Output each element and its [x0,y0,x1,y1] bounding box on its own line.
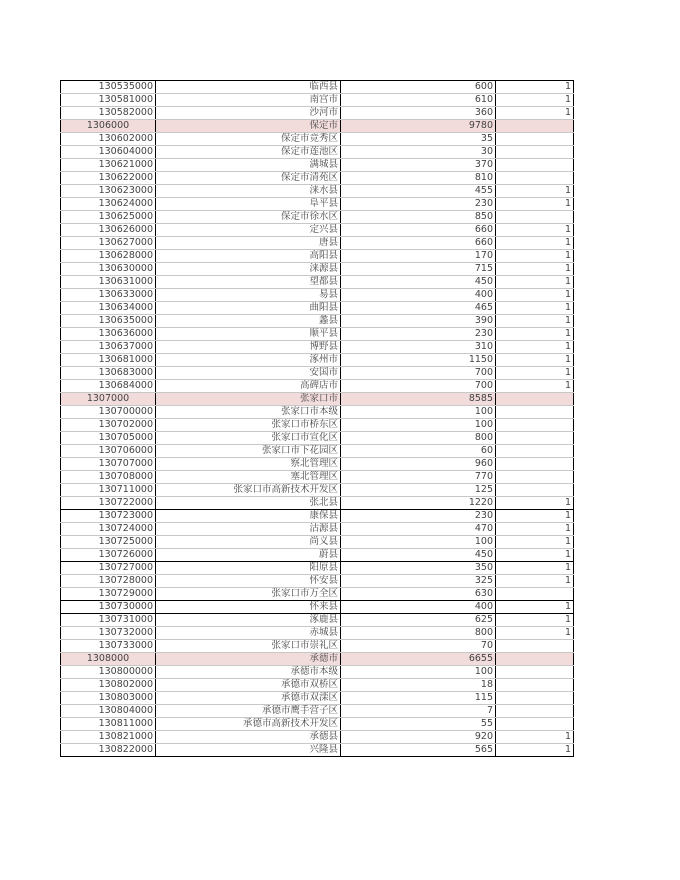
region-name-cell: 唐县 [156,237,341,250]
amount-cell: 1220 [341,497,496,510]
region-code-cell: 130708000 [61,471,156,484]
table-row [61,523,574,536]
amount-cell: 360 [341,107,496,120]
region-name-cell: 尚义县 [156,536,341,549]
flag-cell [496,419,574,432]
subtotal-row [61,653,574,666]
region-code-cell: 130729000 [61,588,156,601]
flag-cell [496,211,574,224]
flag-cell: 1 [496,250,574,263]
flag-cell [496,146,574,159]
table-row [61,172,574,185]
table-row [61,510,574,523]
region-code-cell: 130636000 [61,328,156,341]
flag-cell: 1 [496,627,574,640]
flag-cell [496,484,574,497]
region-name-cell: 张家口市万全区 [156,588,341,601]
flag-cell: 1 [496,562,574,575]
table-row [61,588,574,601]
table-row [61,198,574,211]
region-code-cell: 130821000 [61,731,156,744]
amount-cell: 35 [341,133,496,146]
flag-cell [496,458,574,471]
table-row [61,406,574,419]
region-code-cell: 130733000 [61,640,156,653]
region-name-cell: 高阳县 [156,250,341,263]
region-name-cell: 赤城县 [156,627,341,640]
region-name-cell: 满城县 [156,159,341,172]
table-row [61,679,574,692]
amount-cell: 660 [341,237,496,250]
table-row [61,237,574,250]
region-name-cell: 兴隆县 [156,744,341,757]
flag-cell: 1 [496,185,574,198]
table-row [61,81,574,94]
subtotal-row [61,120,574,133]
flag-cell: 1 [496,549,574,562]
amount-cell: 70 [341,640,496,653]
table-row [61,276,574,289]
amount-cell: 700 [341,380,496,393]
flag-cell [496,133,574,146]
amount-cell: 450 [341,276,496,289]
table-row [61,484,574,497]
region-code-cell: 130622000 [61,172,156,185]
amount-cell: 310 [341,341,496,354]
flag-cell [496,120,574,133]
region-name-cell: 承德市高新技术开发区 [156,718,341,731]
region-name-cell: 保定市莲池区 [156,146,341,159]
region-name-cell: 蠡县 [156,315,341,328]
region-code-cell: 130722000 [61,497,156,510]
region-code-cell: 130732000 [61,627,156,640]
flag-cell: 1 [496,237,574,250]
amount-cell: 350 [341,562,496,575]
region-code-cell: 130804000 [61,705,156,718]
table-row [61,666,574,679]
region-name-cell: 康保县 [156,510,341,523]
table-row [61,224,574,237]
flag-cell [496,172,574,185]
flag-cell [496,679,574,692]
region-name-cell: 涿州市 [156,354,341,367]
region-code-cell: 130728000 [61,575,156,588]
flag-cell [496,666,574,679]
flag-cell [496,653,574,666]
region-name-cell: 张家口市 [156,393,341,406]
region-name-cell: 博野县 [156,341,341,354]
region-name-cell: 承德市双桥区 [156,679,341,692]
region-name-cell: 高碑店市 [156,380,341,393]
amount-cell: 100 [341,419,496,432]
flag-cell [496,471,574,484]
amount-cell: 610 [341,94,496,107]
amount-cell: 565 [341,744,496,757]
region-code-cell: 1308000 [61,653,156,666]
region-code-cell: 130628000 [61,250,156,263]
table-row [61,94,574,107]
table-row [61,354,574,367]
amount-cell: 100 [341,536,496,549]
budget-table [60,80,574,757]
region-code-cell: 130727000 [61,562,156,575]
region-name-cell: 张家口市桥东区 [156,419,341,432]
flag-cell: 1 [496,263,574,276]
region-name-cell: 临西县 [156,81,341,94]
region-code-cell: 130637000 [61,341,156,354]
region-code-cell: 130803000 [61,692,156,705]
region-name-cell: 察北管理区 [156,458,341,471]
flag-cell: 1 [496,367,574,380]
region-code-cell: 130802000 [61,679,156,692]
amount-cell: 55 [341,718,496,731]
region-code-cell: 130724000 [61,523,156,536]
region-name-cell: 涞源县 [156,263,341,276]
table-row [61,250,574,263]
region-name-cell: 张家口市崇礼区 [156,640,341,653]
flag-cell: 1 [496,731,574,744]
table-row [61,432,574,445]
flag-cell [496,705,574,718]
amount-cell: 850 [341,211,496,224]
table-row [61,289,574,302]
amount-cell: 170 [341,250,496,263]
amount-cell: 625 [341,614,496,627]
region-name-cell: 保定市徐水区 [156,211,341,224]
table-row [61,562,574,575]
flag-cell: 1 [496,94,574,107]
region-name-cell: 沽源县 [156,523,341,536]
region-name-cell: 顺平县 [156,328,341,341]
table-row [61,211,574,224]
flag-cell: 1 [496,354,574,367]
table-row [61,692,574,705]
flag-cell [496,718,574,731]
amount-cell: 810 [341,172,496,185]
table-row [61,497,574,510]
region-code-cell: 130630000 [61,263,156,276]
table-row [61,536,574,549]
region-code-cell: 130621000 [61,159,156,172]
region-code-cell: 130624000 [61,198,156,211]
region-code-cell: 130581000 [61,94,156,107]
table-row [61,107,574,120]
amount-cell: 230 [341,328,496,341]
table-row [61,718,574,731]
region-name-cell: 塞北管理区 [156,471,341,484]
subtotal-row [61,393,574,406]
table-row [61,328,574,341]
amount-cell: 18 [341,679,496,692]
amount-cell: 60 [341,445,496,458]
amount-cell: 470 [341,523,496,536]
flag-cell: 1 [496,380,574,393]
region-name-cell: 南宫市 [156,94,341,107]
region-name-cell: 望都县 [156,276,341,289]
region-code-cell: 130626000 [61,224,156,237]
amount-cell: 9780 [341,120,496,133]
table-row [61,627,574,640]
region-code-cell: 130706000 [61,445,156,458]
flag-cell [496,432,574,445]
amount-cell: 115 [341,692,496,705]
region-code-cell: 130811000 [61,718,156,731]
region-name-cell: 承德市鹰手营子区 [156,705,341,718]
table-row [61,185,574,198]
region-code-cell: 130822000 [61,744,156,757]
region-name-cell: 易县 [156,289,341,302]
amount-cell: 100 [341,406,496,419]
flag-cell: 1 [496,510,574,523]
flag-cell: 1 [496,536,574,549]
amount-cell: 400 [341,601,496,614]
region-code-cell: 130683000 [61,367,156,380]
flag-cell [496,692,574,705]
region-code-cell: 130711000 [61,484,156,497]
table-row [61,419,574,432]
amount-cell: 6655 [341,653,496,666]
amount-cell: 715 [341,263,496,276]
region-code-cell: 1307000 [61,393,156,406]
table-row [61,146,574,159]
table-row [61,705,574,718]
amount-cell: 800 [341,627,496,640]
flag-cell: 1 [496,614,574,627]
region-code-cell: 130725000 [61,536,156,549]
table-row [61,133,574,146]
region-code-cell: 130731000 [61,614,156,627]
region-name-cell: 张家口市高新技术开发区 [156,484,341,497]
region-code-cell: 130730000 [61,601,156,614]
table-row [61,367,574,380]
flag-cell: 1 [496,744,574,757]
region-code-cell: 130633000 [61,289,156,302]
region-name-cell: 涿鹿县 [156,614,341,627]
region-code-cell: 1306000 [61,120,156,133]
table-row [61,263,574,276]
region-name-cell: 蔚县 [156,549,341,562]
region-code-cell: 130634000 [61,302,156,315]
table-row [61,458,574,471]
region-code-cell: 130684000 [61,380,156,393]
flag-cell: 1 [496,198,574,211]
flag-cell [496,588,574,601]
region-code-cell: 130800000 [61,666,156,679]
flag-cell [496,406,574,419]
table-row [61,302,574,315]
region-code-cell: 130627000 [61,237,156,250]
amount-cell: 450 [341,549,496,562]
region-name-cell: 怀来县 [156,601,341,614]
region-name-cell: 承德市双滦区 [156,692,341,705]
flag-cell: 1 [496,224,574,237]
table-row [61,380,574,393]
flag-cell: 1 [496,276,574,289]
region-name-cell: 阳原县 [156,562,341,575]
table-body [61,81,574,757]
flag-cell: 1 [496,315,574,328]
region-code-cell: 130604000 [61,146,156,159]
flag-cell [496,445,574,458]
amount-cell: 325 [341,575,496,588]
region-name-cell: 曲阳县 [156,302,341,315]
amount-cell: 770 [341,471,496,484]
amount-cell: 960 [341,458,496,471]
amount-cell: 455 [341,185,496,198]
amount-cell: 700 [341,367,496,380]
amount-cell: 230 [341,510,496,523]
amount-cell: 1150 [341,354,496,367]
table-row [61,731,574,744]
flag-cell: 1 [496,575,574,588]
amount-cell: 30 [341,146,496,159]
table-row [61,159,574,172]
amount-cell: 125 [341,484,496,497]
table-row [61,614,574,627]
amount-cell: 465 [341,302,496,315]
region-code-cell: 130602000 [61,133,156,146]
table-row [61,341,574,354]
region-code-cell: 130635000 [61,315,156,328]
region-name-cell: 定兴县 [156,224,341,237]
amount-cell: 630 [341,588,496,601]
region-code-cell: 130681000 [61,354,156,367]
flag-cell: 1 [496,81,574,94]
region-name-cell: 承德县 [156,731,341,744]
region-code-cell: 130726000 [61,549,156,562]
flag-cell: 1 [496,341,574,354]
region-code-cell: 130535000 [61,81,156,94]
region-name-cell: 承德市 [156,653,341,666]
region-name-cell: 张北县 [156,497,341,510]
flag-cell [496,159,574,172]
flag-cell: 1 [496,523,574,536]
flag-cell [496,640,574,653]
region-name-cell: 承德市本级 [156,666,341,679]
amount-cell: 8585 [341,393,496,406]
region-name-cell: 保定市清苑区 [156,172,341,185]
table-row [61,471,574,484]
amount-cell: 370 [341,159,496,172]
region-name-cell: 阜平县 [156,198,341,211]
region-name-cell: 张家口市宣化区 [156,432,341,445]
amount-cell: 400 [341,289,496,302]
amount-cell: 230 [341,198,496,211]
table-row [61,575,574,588]
amount-cell: 920 [341,731,496,744]
flag-cell: 1 [496,601,574,614]
region-code-cell: 130723000 [61,510,156,523]
flag-cell: 1 [496,289,574,302]
region-name-cell: 保定市 [156,120,341,133]
flag-cell: 1 [496,497,574,510]
table-row [61,744,574,757]
amount-cell: 7 [341,705,496,718]
amount-cell: 390 [341,315,496,328]
amount-cell: 600 [341,81,496,94]
region-code-cell: 130631000 [61,276,156,289]
amount-cell: 100 [341,666,496,679]
region-name-cell: 沙河市 [156,107,341,120]
table-row [61,549,574,562]
flag-cell: 1 [496,328,574,341]
table-row [61,315,574,328]
table-row [61,445,574,458]
region-code-cell: 130623000 [61,185,156,198]
flag-cell: 1 [496,107,574,120]
flag-cell: 1 [496,302,574,315]
region-code-cell: 130625000 [61,211,156,224]
region-name-cell: 张家口市下花园区 [156,445,341,458]
region-code-cell: 130582000 [61,107,156,120]
amount-cell: 660 [341,224,496,237]
region-code-cell: 130707000 [61,458,156,471]
region-name-cell: 怀安县 [156,575,341,588]
region-name-cell: 涞水县 [156,185,341,198]
amount-cell: 800 [341,432,496,445]
table-row [61,640,574,653]
region-code-cell: 130705000 [61,432,156,445]
region-code-cell: 130700000 [61,406,156,419]
region-code-cell: 130702000 [61,419,156,432]
region-name-cell: 保定市竞秀区 [156,133,341,146]
table-row [61,601,574,614]
region-name-cell: 安国市 [156,367,341,380]
region-name-cell: 张家口市本级 [156,406,341,419]
flag-cell [496,393,574,406]
